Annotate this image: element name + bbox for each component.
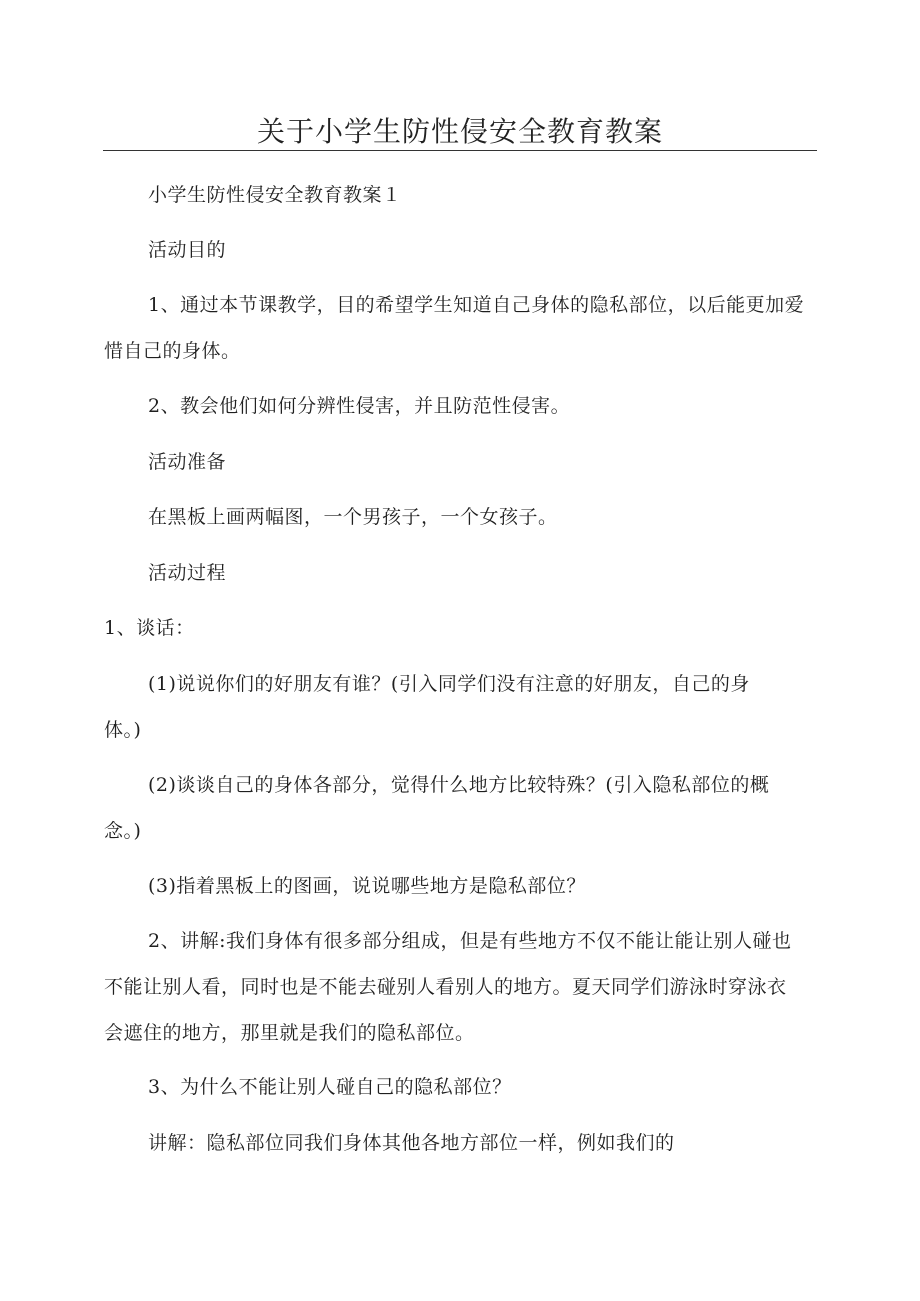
paragraph-subtitle — [148, 172, 402, 218]
heading-activity-prep — [148, 439, 226, 485]
paragraph-line: 小学生防性侵安全教育教案１ — [148, 184, 402, 206]
document-title: 关于小学生防性侵安全教育教案 — [256, 115, 663, 148]
paragraph-process-1-3 — [148, 863, 586, 909]
paragraph-line: 1、通过本节课教学，目的希望学生知道自己身体的隐私部位，以后能更加爱 — [148, 294, 805, 316]
paragraph-process-1-2 — [104, 762, 769, 854]
paragraph-line: 体。) — [104, 719, 142, 741]
paragraph-line: 讲解：隐私部位同我们身体其他各地方部位一样，例如我们的 — [148, 1132, 675, 1154]
paragraph-line: 不能让别人看，同时也是不能去碰别人看别人的地方。夏天同学们游泳时穿泳衣 — [104, 976, 787, 998]
paragraph-line: 2、讲解:我们身体有很多部分组成，但是有些地方不仅不能让能让别人碰也 — [148, 930, 792, 952]
paragraph-line: 3、为什么不能让别人碰自己的隐私部位？ — [148, 1076, 512, 1098]
paragraph-line: (2)谈谈自己的身体各部分，觉得什么地方比较特殊？(引入隐私部位的概 — [148, 774, 770, 796]
paragraph-process-1 — [104, 605, 195, 651]
paragraph-line: 2、教会他们如何分辨性侵害，并且防范性侵害。 — [148, 395, 571, 417]
paragraph-process-2 — [104, 918, 792, 1056]
paragraph-process-3 — [148, 1064, 512, 1110]
paragraph-line: (3)指着黑板上的图画，说说哪些地方是隐私部位？ — [148, 875, 586, 897]
paragraph-line: 活动目的 — [148, 239, 227, 261]
paragraph-line: 活动准备 — [148, 451, 227, 473]
paragraph-line: 会遮住的地方，那里就是我们的隐私部位。 — [104, 1022, 475, 1044]
paragraph-prep-1 — [148, 494, 558, 540]
paragraph-line: (1)说说你们的好朋友有谁？(引入同学们没有注意的好朋友，自己的身 — [148, 673, 750, 695]
paragraph-goal-2 — [148, 383, 570, 429]
paragraph-goal-1 — [104, 282, 804, 374]
paragraph-process-3-explain — [148, 1120, 675, 1166]
paragraph-line: 惜自己的身体。 — [104, 340, 241, 362]
paragraph-line: 1、谈话： — [104, 617, 195, 639]
paragraph-line: 活动过程 — [148, 562, 227, 584]
heading-activity-goal — [148, 227, 226, 273]
paragraph-process-1-1 — [104, 661, 750, 753]
title-underline — [103, 150, 817, 151]
heading-activity-process — [148, 550, 226, 596]
paragraph-line: 在黑板上画两幅图，一个男孩子，一个女孩子。 — [148, 506, 558, 528]
paragraph-line: 念。) — [104, 820, 142, 842]
